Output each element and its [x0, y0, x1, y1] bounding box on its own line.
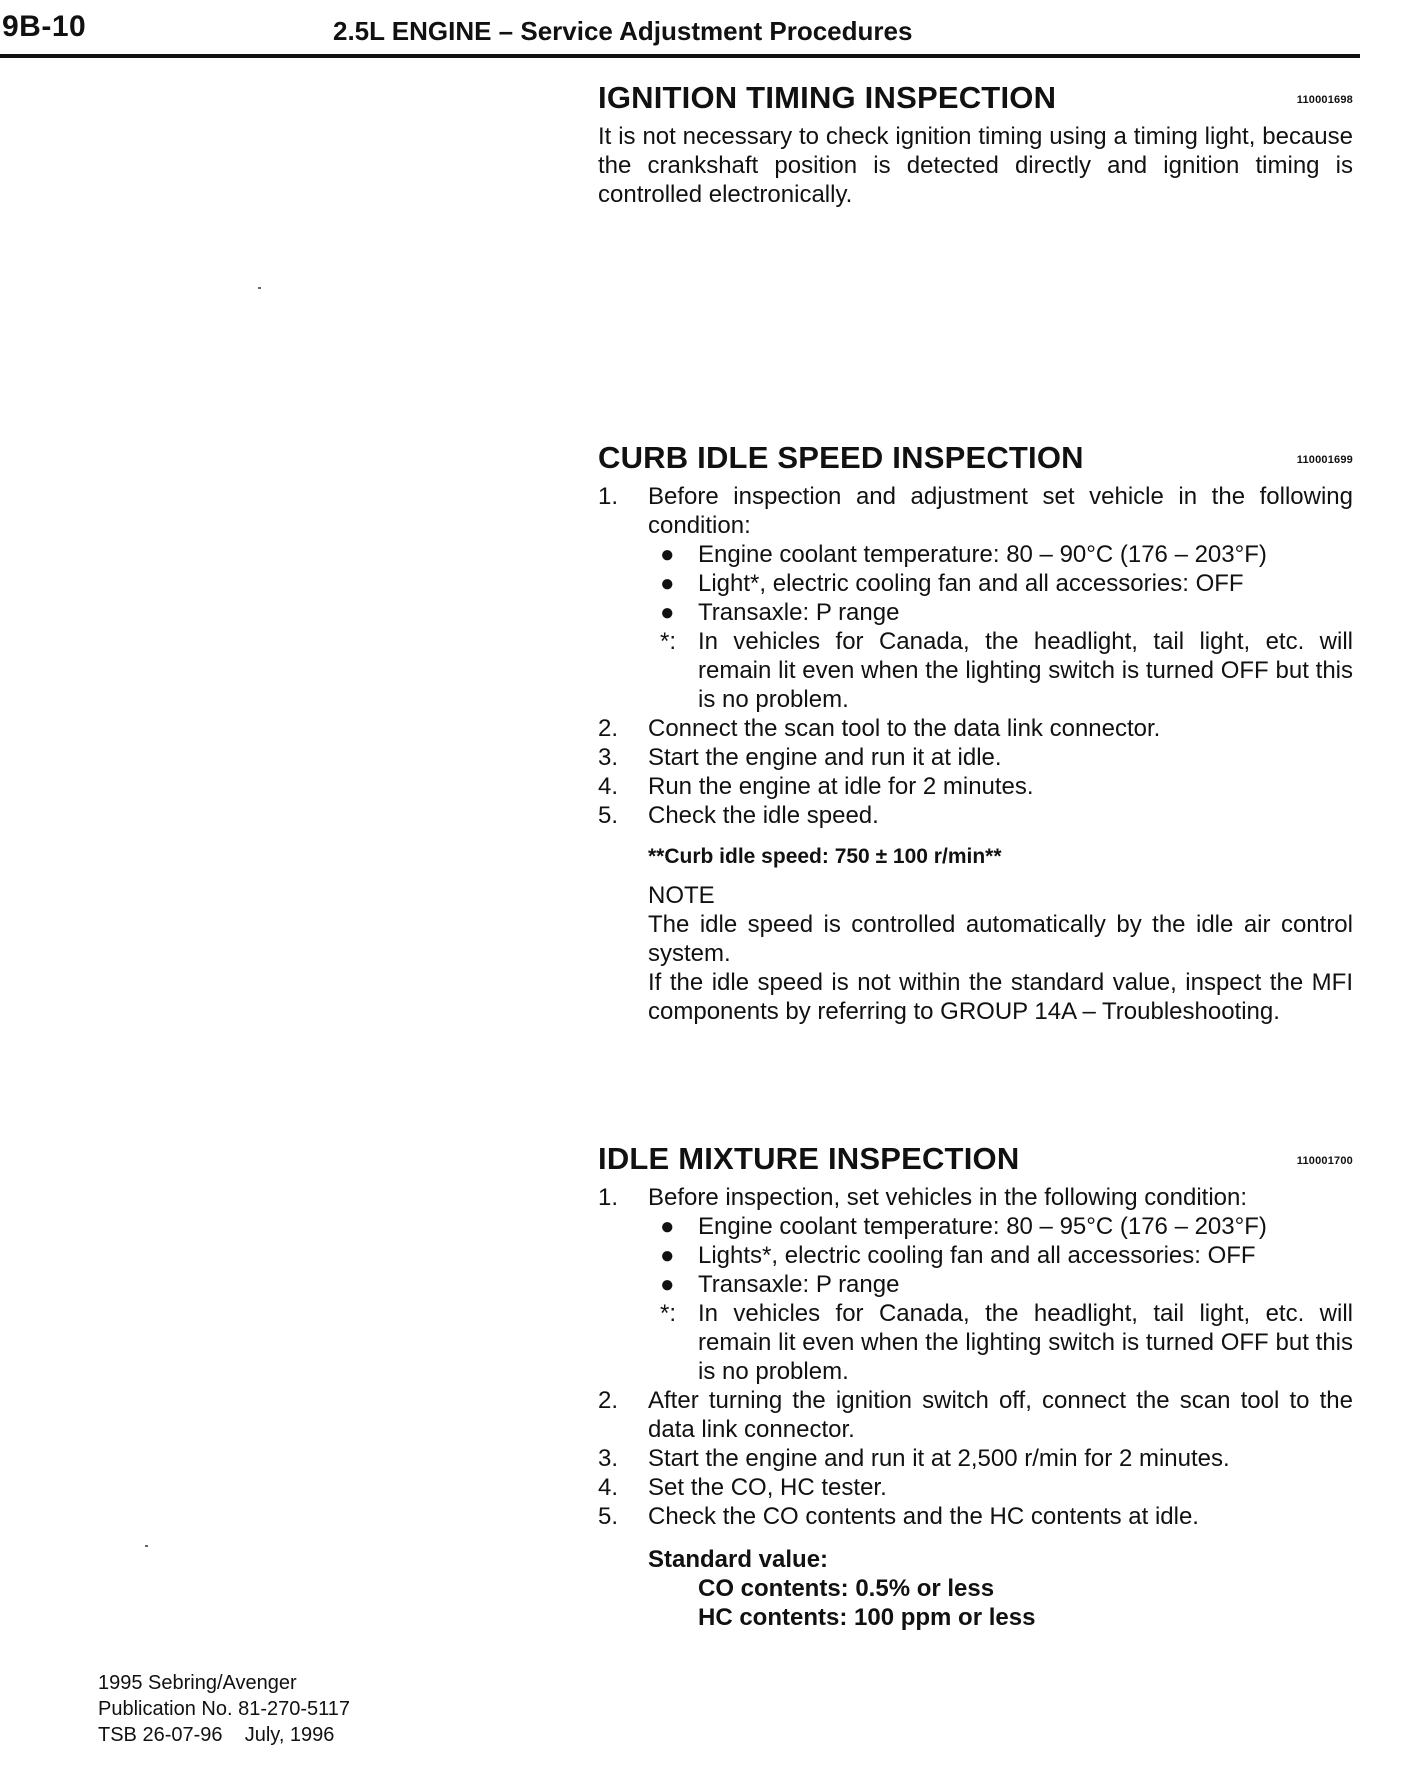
- bullet-icon: ●: [660, 1271, 675, 1298]
- footnote-mark: *:: [660, 1300, 677, 1327]
- bullet-text: Transaxle: P range: [698, 1271, 900, 1298]
- note-line: If the idle speed is not within the standard value, inspect the MFI components by referring to GROUP 14A – Troubleshooting.: [648, 969, 1353, 1025]
- step-item: [598, 714, 1353, 743]
- footnote: [598, 1299, 1353, 1386]
- section-code: 110001698: [1296, 94, 1353, 106]
- step-text: Start the engine and run it at idle.: [648, 744, 1002, 771]
- section-title: IDLE MIXTURE INSPECTION: [598, 1141, 1020, 1176]
- step-text: Check the idle speed.: [648, 802, 879, 829]
- standard-value-hc: HC contents: 100 ppm or less: [698, 1604, 1036, 1631]
- step-item: [598, 482, 1353, 540]
- step-number: 2.: [598, 1387, 619, 1414]
- step-item: [598, 1386, 1353, 1444]
- section-heading: [598, 80, 1353, 122]
- section-title: IGNITION TIMING INSPECTION: [598, 80, 1057, 115]
- scan-speck: [145, 1545, 148, 1547]
- step-item: [598, 1183, 1353, 1212]
- standard-value-label: Standard value:: [648, 1546, 829, 1573]
- section-title: CURB IDLE SPEED INSPECTION: [598, 440, 1084, 475]
- step-text: Set the CO, HC tester.: [648, 1474, 887, 1501]
- section-idle-mixture: [598, 1141, 1353, 1632]
- step-number: 5.: [598, 802, 619, 829]
- step-number: 4.: [598, 773, 619, 800]
- step-item: [598, 1473, 1353, 1502]
- step-text: Start the engine and run it at 2,500 r/min for 2 minutes.: [648, 1445, 1230, 1472]
- section-ignition-timing: [598, 80, 1353, 209]
- section-code: 110001699: [1296, 454, 1353, 466]
- step-number: 1.: [598, 483, 619, 510]
- step-item: [598, 1444, 1353, 1473]
- bullet-icon: ●: [660, 541, 675, 568]
- section-code: 110001700: [1296, 1155, 1353, 1167]
- bullet-text: Light*, electric cooling fan and all accessories: OFF: [698, 570, 1244, 597]
- spec-value: **Curb idle speed: 750 ± 100 r/min**: [648, 845, 1002, 868]
- standard-value-co: CO contents: 0.5% or less: [698, 1575, 995, 1602]
- section-curb-idle-speed: [598, 440, 1353, 1026]
- bullet-item: [598, 569, 1353, 598]
- bullet-item: [598, 540, 1353, 569]
- scan-speck: [258, 287, 261, 289]
- step-item: [598, 772, 1353, 801]
- step-item: [598, 1502, 1353, 1531]
- bullet-item: [598, 1270, 1353, 1299]
- header-rule: [0, 54, 1360, 58]
- footnote-text: In vehicles for Canada, the headlight, tail light, etc. will remain lit even when the lighting switch is turned OFF but this is no problem.: [698, 1300, 1353, 1385]
- step-text: Run the engine at idle for 2 minutes.: [648, 773, 1034, 800]
- page-number: 9B-10: [2, 10, 87, 43]
- bullet-text: Lights*, electric cooling fan and all accessories: OFF: [698, 1242, 1256, 1269]
- step-text: Connect the scan tool to the data link connector.: [648, 715, 1161, 742]
- step-number: 2.: [598, 715, 619, 742]
- footnote-text: In vehicles for Canada, the headlight, tail light, etc. will remain lit even when the lighting switch is turned OFF but this is no problem.: [698, 628, 1353, 713]
- header-title: 2.5L ENGINE – Service Adjustment Procedures: [333, 16, 913, 46]
- step-number: 3.: [598, 744, 619, 771]
- footnote-mark: *:: [660, 628, 677, 655]
- paragraph: It is not necessary to check ignition timing using a timing light, because the crankshaft position is detected directly and ignition timing is controlled electronically.: [598, 123, 1353, 208]
- footer-tsb: TSB 26-07-96 July, 1996: [98, 1724, 335, 1746]
- bullet-item: [598, 1241, 1353, 1270]
- section-heading: [598, 440, 1353, 482]
- bullet-text: Transaxle: P range: [698, 599, 900, 626]
- footer-model: 1995 Sebring/Avenger: [98, 1672, 297, 1694]
- bullet-icon: ●: [660, 599, 675, 626]
- bullet-icon: ●: [660, 1213, 675, 1240]
- step-number: 5.: [598, 1503, 619, 1530]
- standard-value-block: [598, 1545, 1353, 1632]
- note-line: The idle speed is controlled automatically by the idle air control system.: [648, 911, 1353, 967]
- page-header: [0, 0, 1360, 60]
- bullet-icon: ●: [660, 1242, 675, 1269]
- step-text: After turning the ignition switch off, connect the scan tool to the data link connector.: [648, 1387, 1353, 1443]
- bullet-text: Engine coolant temperature: 80 – 95°C (176 – 203°F): [698, 1213, 1267, 1240]
- publication-footer: [98, 1670, 350, 1748]
- bullet-item: [598, 598, 1353, 627]
- step-number: 1.: [598, 1184, 619, 1211]
- bullet-text: Engine coolant temperature: 80 – 90°C (176 – 203°F): [698, 541, 1267, 568]
- footnote: [598, 627, 1353, 714]
- step-text: Check the CO contents and the HC contents at idle.: [648, 1503, 1199, 1530]
- bullet-icon: ●: [660, 570, 675, 597]
- step-item: [598, 801, 1353, 830]
- footer-publication: Publication No. 81-270-5117: [98, 1698, 351, 1720]
- step-number: 3.: [598, 1445, 619, 1472]
- step-text: Before inspection, set vehicles in the following condition:: [648, 1184, 1248, 1211]
- step-number: 4.: [598, 1474, 619, 1501]
- section-heading: [598, 1141, 1353, 1183]
- note-label: NOTE: [648, 882, 715, 909]
- note-block: [598, 881, 1353, 1026]
- bullet-item: [598, 1212, 1353, 1241]
- step-text: Before inspection and adjustment set vehicle in the following condition:: [648, 483, 1353, 539]
- step-item: [598, 743, 1353, 772]
